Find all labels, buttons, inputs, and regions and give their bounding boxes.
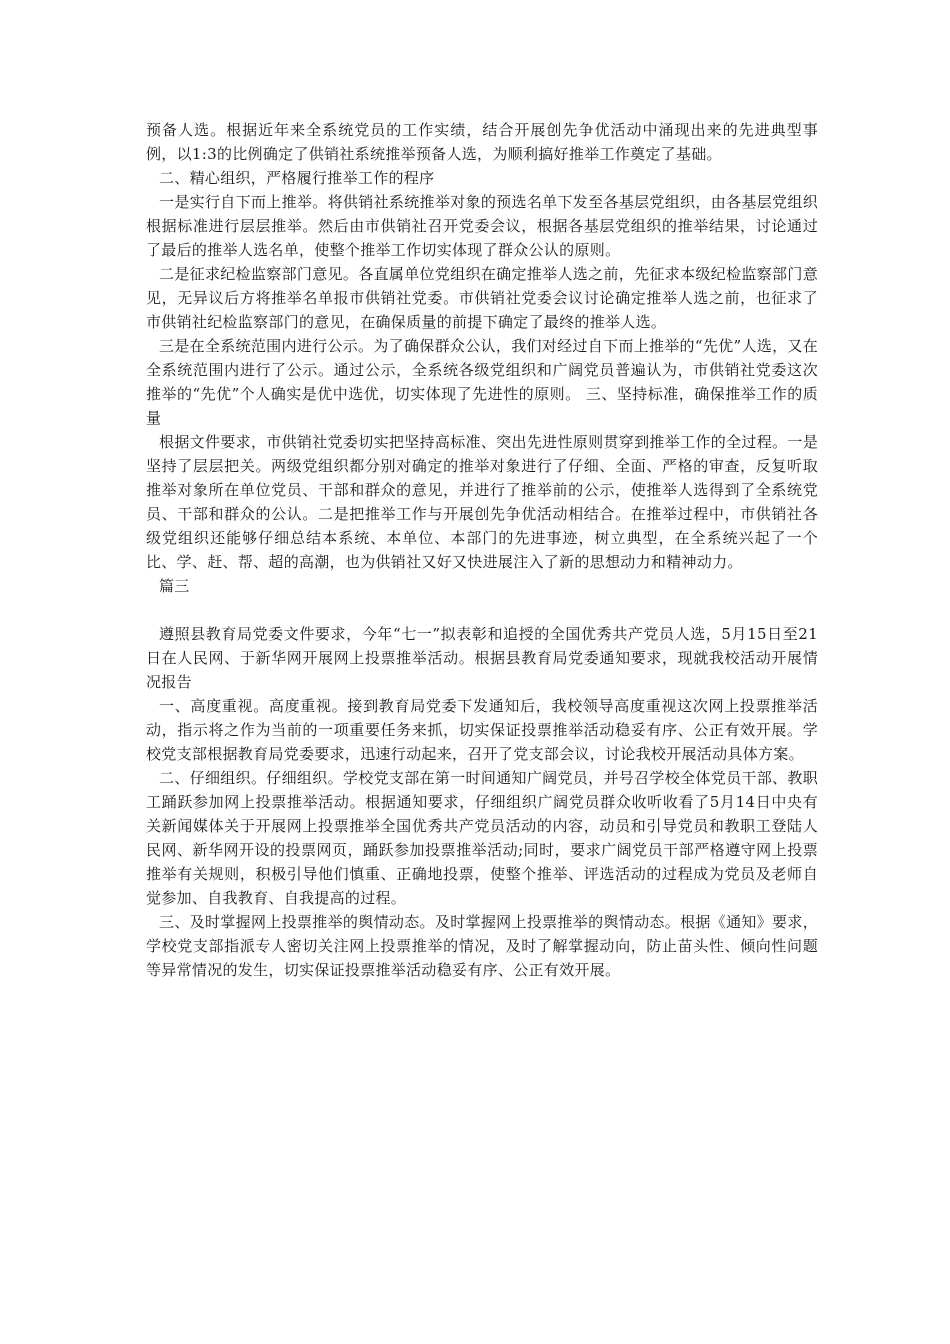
paragraph-careful-organization: 二、仔细组织。仔细组织。学校党支部在第一时间通知广阔党员，并号召学校全体党员干部、教职工踊跃参加网上投票推举活动。根据通知要求，仔细组织广阔党员群众收听收看了5月14日中央有关新闻媒体关于开展网上投票推举全国优秀共产党员活动的内容，动员和引导党员和教职工登陆人民网、新华网开设的投票网页，踊跃参加投票推举活动;同时，要求广阔党员干部严格遵守网上投票推举有关规则，积极引导他们慎重、正确地投票，使整个推举、评选活动的过程成为党员及老师自觉参加、自我教育、自我提高的过程。 — [146, 769, 818, 907]
section-title: 篇三 — [159, 577, 190, 595]
paragraph-publicity: 三是在全系统范围内进行公示。为了确保群众公认，我们对经过自下而上推举的“先优”人选，又在全系统范围内进行了公示。通过公示，全系统各级党组织和广阔党员普遍认为，市供销社党委这次推举的“先优”个人确实是优中选优，切实体现了先进性的原则。 三、坚持标准，确保推举工作的质量 — [146, 337, 818, 427]
paragraph-bottom-up: 一是实行自下而上推举。将供销社系统推举对象的预选名单下发至各基层党组织，由各基层党组织根据标准进行层层推举。然后由市供销社召开党委会议，根据各基层党组织的推举结果，讨论通过了最后的推举人选名单，使整个推举工作切实体现了群众公认的原则。 — [146, 193, 818, 259]
paragraph-standards: 根据文件要求，市供销社党委切实把坚持高标准、突出先进性原则贯穿到推举工作的全过程。一是坚持了层层把关。两级党组织都分别对确定的推举对象进行了仔细、全面、严格的审查，反复听取推举对象所在单位党员、干部和群众的意见，并进行了推举前的公示，使推举人选得到了全系统党员、干部和群众的公认。二是把推举工作与开展创先争优活动相结合。在推举过程中，市供销社各级党组织还能够仔细总结本系统、本单位、本部门的先进事迹，树立典型，在全系统兴起了一个比、学、赶、帮、超的高潮，也为供销社又好又快进展注入了新的思想动力和精神动力。 — [146, 433, 818, 571]
paragraph-high-attention: 一、高度重视。高度重视。接到教育局党委下发通知后，我校领导高度重视这次网上投票推举活动，指示将之作为当前的一项重要任务来抓，切实保证投票推举活动稳妥有序、公正有效开展。学校党支部根据教育局党委要求，迅速行动起来，召开了党支部会议，讨论我校开展活动具体方案。 — [146, 697, 818, 763]
paragraph-candidates-intro: 预备人选。根据近年来全系统党员的工作实绩，结合开展创先争优活动中涌现出来的先进典型事例，以1:3的比例确定了供销社系统推举预备人选，为顺利搞好推举工作奠定了基础。 — [146, 121, 818, 163]
document-body — [146, 118, 818, 982]
paragraph-public-opinion: 三、及时掌握网上投票推举的舆情动态。及时掌握网上投票推举的舆情动态。根据《通知》要求，学校党支部指派专人密切关注网上投票推举的情况，及时了解掌握动向，防止苗头性、倾向性问题等异常情况的发生，切实保证投票推举活动稳妥有序、公正有效开展。 — [146, 913, 818, 979]
paragraph-discipline-opinion: 二是征求纪检监察部门意见。各直属单位党组织在确定推举人选之前，先征求本级纪检监察部门意见，无异议后方将推举名单报市供销社党委。市供销社党委会议讨论确定推举人选之前，也征求了市供销社纪检监察部门的意见，在确保质量的前提下确定了最终的推举人选。 — [146, 265, 818, 331]
paragraph-notice-intro: 遵照县教育局党委文件要求，今年“七一”拟表彰和追授的全国优秀共产党员人选，5月15日至21日在人民网、于新华网开展网上投票推举活动。根据县教育局党委通知要求，现就我校活动开展情况报告 — [146, 625, 818, 691]
heading-organize: 二、精心组织，严格履行推举工作的程序 — [159, 169, 435, 187]
section-spacer — [146, 598, 818, 622]
